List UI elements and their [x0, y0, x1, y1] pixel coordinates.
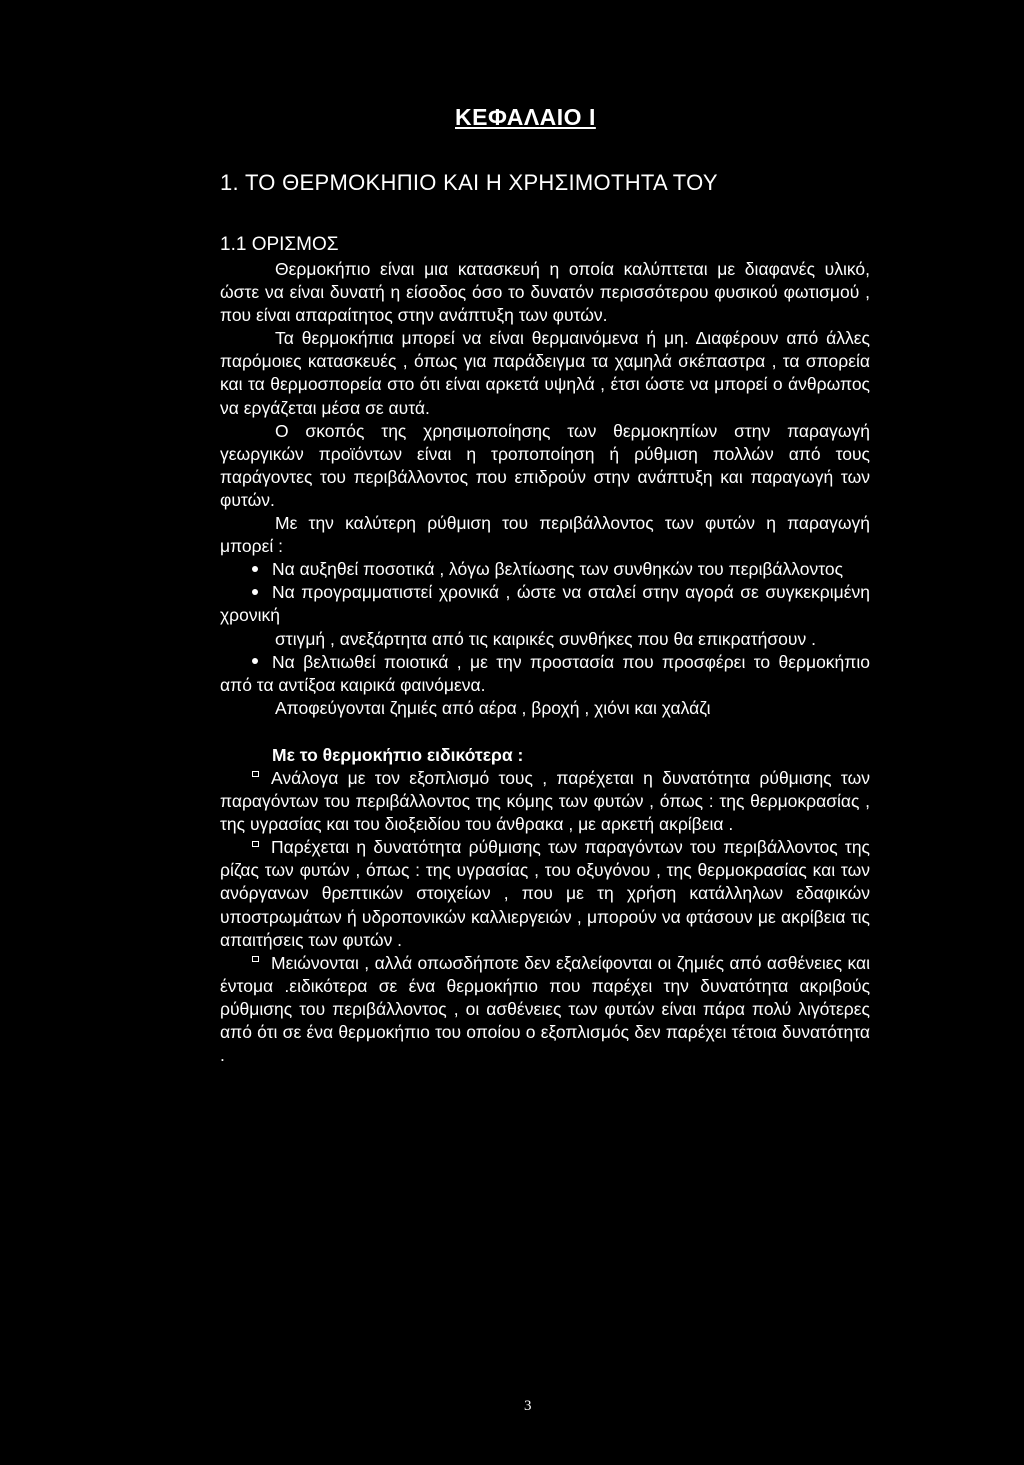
bullet-icon [220, 559, 272, 579]
list-item-text: Παρέχεται η δυνατότητα ρύθμισης των παραγόντων του περιβάλλοντος της ρίζας των φυτών , όπως : της υγρασίας , του οξυγόνου , της θερμοκρασίας και των ανόργανων θρεπτικών στοιχείων , που με τη χρήση κατάλληλων εδαφικών υποστρωμάτων ή υδροπονικών καλλιεργειών , μπορούν να φτάσουν με ακρίβεια τις απαιτήσεις των φυτών . [220, 837, 870, 950]
list-item [220, 836, 870, 951]
paragraph-heated: Τα θερμοκήπια μπορεί να είναι θερμαινόμενα ή μη. Διαφέρουν από άλλες παρόμοιες κατασκευές , όπως για παράδειγμα τα χαμηλά σκέπαστρα , τα σπορεία και τα θερμοσπορεία στο ότι είναι αρκετά υψηλά , έτσι ώστε να μπορεί ο άνθρωπος να εργάζεται μέσα σε αυτά. [220, 328, 870, 418]
list-item-text: Ανάλογα με τον εξοπλισμό τους , παρέχεται η δυνατότητα ρύθμισης των παραγόντων του περιβάλλοντος της κόμης των φυτών , όπως : της θερμοκρασίας , της υγρασίας και του διοξειδίου του άνθρακα , με αρκετή ακρίβεια . [220, 767, 870, 835]
chapter-title: ΚΕΦΑΛΑΙΟ Ι [455, 104, 596, 130]
page-number: 3 [524, 1398, 532, 1414]
list-item [220, 767, 870, 836]
list-item-text: Να προγραμματιστεί χρονικά , ώστε να σταλεί στην αγορά σε συγκεκριμένη χρονική [220, 582, 870, 626]
list-item-continuation: στιγμή , ανεξάρτητα από τις καιρικές συνθήκες που θα επικρατήσουν . [275, 628, 816, 649]
list-item-text: Να βελτιωθεί ποιοτικά , με την προστασία που προσφέρει το θερμοκήπιο από τα αντίξοα καιρικά φαινόμενα. [220, 651, 870, 695]
paragraph-production: Με την καλύτερη ρύθμιση του περιβάλλοντος των φυτών η παραγωγή μπορεί : [220, 513, 870, 557]
list-item [220, 952, 870, 1067]
section-heading: 1. ΤΟ ΘΕΡΜΟΚΗΠΙΟ ΚΑΙ Η ΧΡΗΣΙΜΟΤΗΤΑ ΤΟΥ [220, 170, 718, 195]
checkbox-bullet-icon [220, 768, 271, 788]
checkbox-bullet-icon [220, 953, 271, 973]
list-item-continuation: Αποφεύγονται ζημιές από αέρα , βροχή , χιόνι και χαλάζι [275, 697, 711, 718]
list-item-text: Μειώνονται , αλλά οπωσδήποτε δεν εξαλείφονται οι ζημιές από ασθένειες και έντομα .ειδικότερα σε ένα θερμοκήπιο που παρέχει την δυνατότητα ακριβούς ρύθμισης του περιβάλλοντος , οι ασθένειες των φυτών είναι πάρα πολύ λιγότερες από ότι σε ένα θερμοκήπιο του οποίου ο εξοπλισμός δεν παρέχει τέτοια δυνατότητα . [220, 952, 870, 1066]
paragraph-definition: Θερμοκήπιο είναι μια κατασκευή η οποία καλύπτεται με διαφανές υλικό, ώστε να είναι δυνατή η είσοδος όσο το δυνατόν περισσότερου φυσικού φωτισμού , που είναι απαραίτητος στην ανάπτυξη των φυτών. [220, 259, 870, 326]
list-item [220, 651, 870, 697]
specific-heading: Με το θερμοκήπιο ειδικότερα : [272, 744, 524, 765]
checkbox-bullet-icon [220, 837, 271, 857]
bullet-icon [220, 582, 272, 602]
list-item [220, 581, 870, 627]
body-text [220, 258, 870, 1067]
paragraph-purpose: Ο σκοπός της χρησιμοποίησης των θερμοκηπίων στην παραγωγή γεωργικών προϊόντων είναι η τροποποίηση ή ρύθμιση πολλών από τους παράγοντες του περιβάλλοντος που επιδρούν στην ανάπτυξη και παραγωγή των φυτών. [220, 420, 870, 510]
list-item [220, 558, 870, 581]
list-item-text: Να αυξηθεί ποσοτικά , λόγω βελτίωσης των συνθηκών του περιβάλλοντος [272, 559, 844, 580]
subsection-heading: 1.1 ΟΡΙΣΜΟΣ [220, 234, 339, 255]
bullet-icon [220, 652, 272, 672]
spacer [220, 720, 870, 744]
